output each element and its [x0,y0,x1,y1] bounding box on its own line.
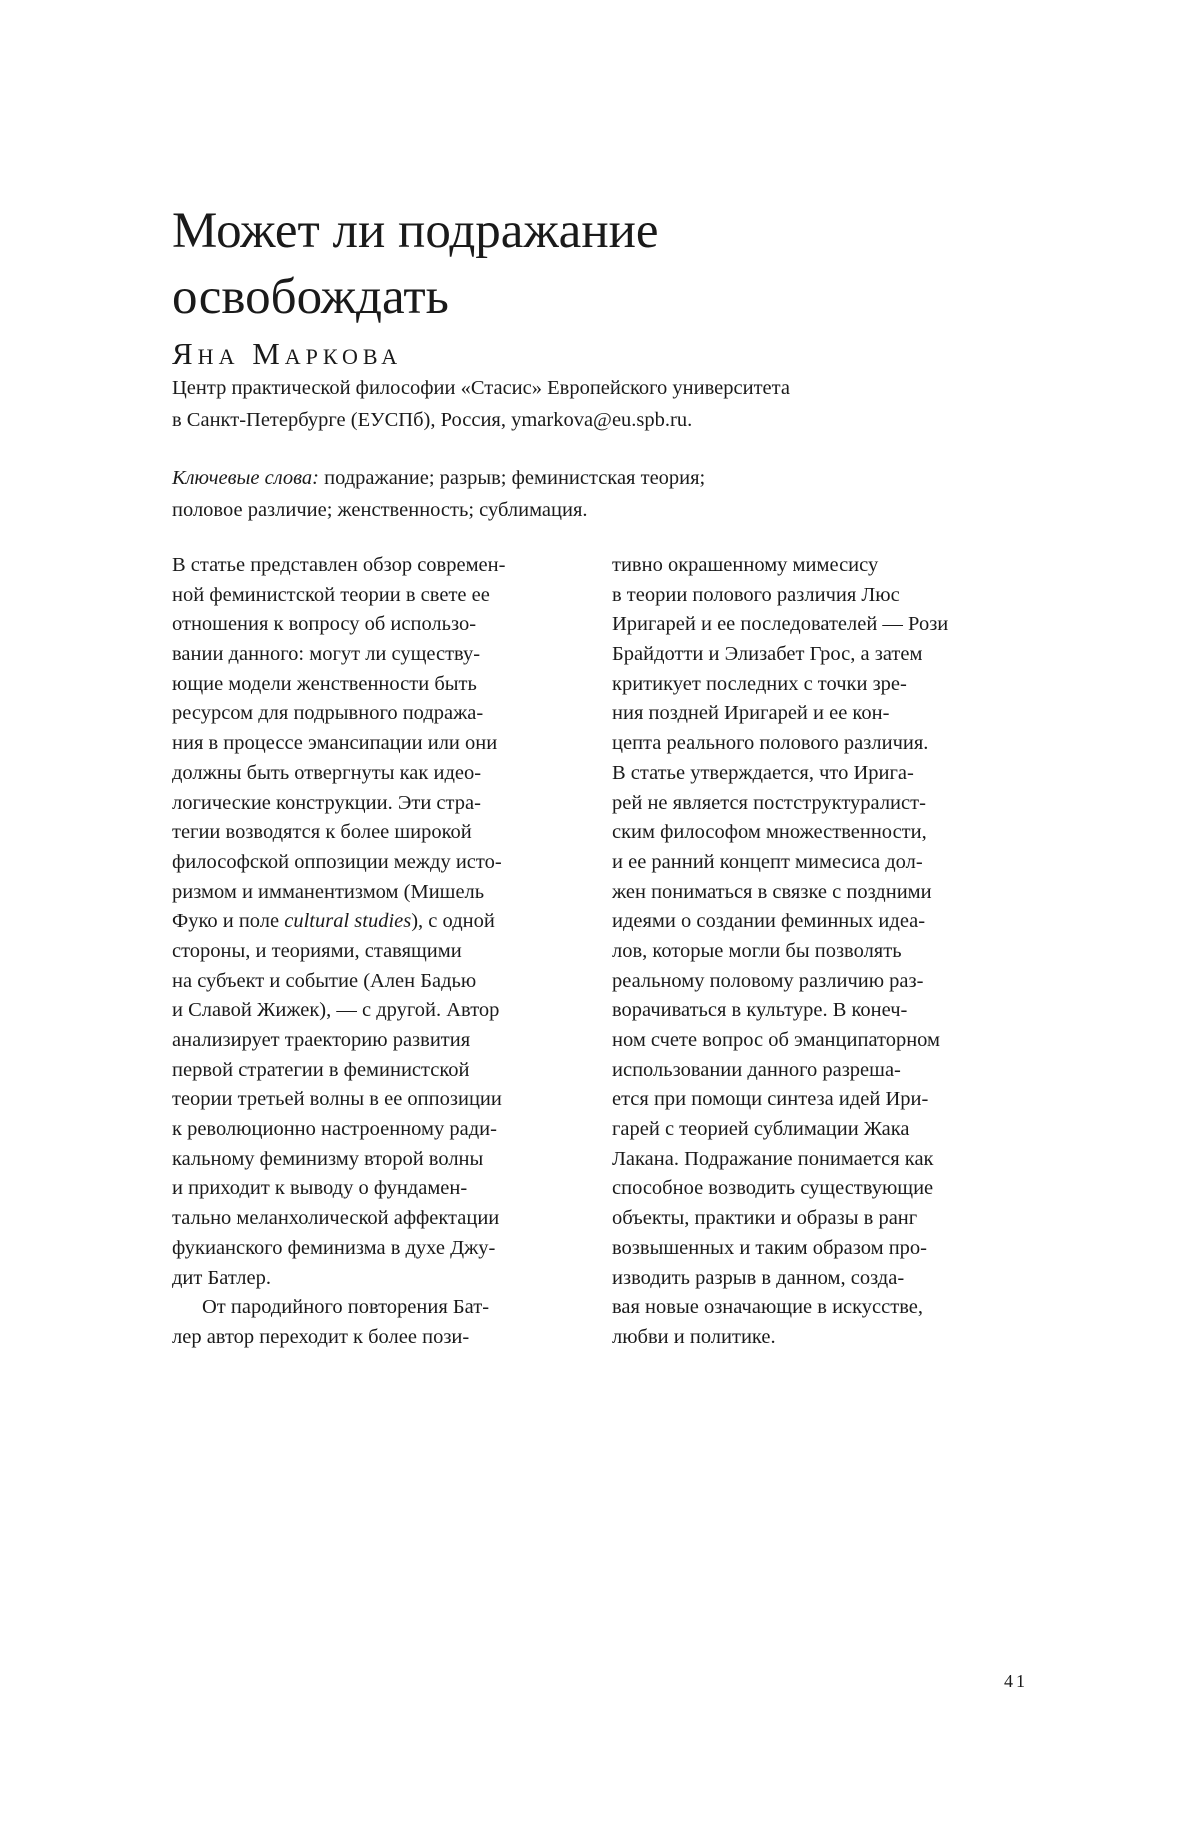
article-title [172,198,972,330]
abstract-line: первой стратегии в феминистской [172,1058,470,1081]
abstract-line: вании данного: могут ли существу- [172,643,481,666]
abstract-line: реальному половому различию раз- [612,969,924,992]
abstract-italic-term: cultural studies [284,910,412,933]
affiliation-line: в Санкт-Петербурге (ЕУСПб), Россия, ymarkova@eu.spb.ru. [172,409,693,431]
abstract-line: критикует последних с точки зре- [612,672,907,695]
abstract-line: ющие модели женственности быть [172,672,477,695]
abstract-line: и Славой Жижек), — с другой. Автор [172,999,500,1022]
abstract-right-column [612,551,1042,1353]
author-affiliation [172,372,1072,436]
abstract-line: отношения к вопросу об использо- [172,613,477,636]
abstract-line: изводить разрыв в данном, созда- [612,1266,905,1289]
abstract-line: В статье утверждается, что Ирига- [612,761,914,784]
page-number: 41 [1004,1671,1028,1691]
abstract-line: тегии возводятся к более широкой [172,821,472,844]
abstract-line: должны быть отвергнуты как идео- [172,761,482,784]
abstract-line: логические конструкции. Эти стра- [172,791,481,814]
abstract-line: тивно окрашенному мимесису [612,554,879,576]
abstract-line: любви и политике. [612,1325,776,1348]
affiliation-line: Центр практической философии «Стасис» Европейского университета [172,377,790,399]
abstract-line: Брайдотти и Элизабет Грос, а затем [612,643,923,666]
abstract-line: лов, которые могли бы позволять [612,939,902,962]
abstract-line: использовании данного разреша- [612,1058,901,1081]
abstract-line: и приходит к выводу о фундамен- [172,1177,468,1200]
abstract-line: в теории полового различия Люс [612,583,900,606]
abstract-line: дит Батлер. [172,1266,271,1289]
abstract-line: объекты, практики и образы в ранг [612,1207,918,1230]
abstract-line: ния поздней Иригарей и ее кон- [612,702,890,725]
abstract-left-column [172,551,592,1353]
abstract-line: фукианского феминизма в духе Джу- [172,1236,496,1259]
abstract-line: философской оппозиции между исто- [172,850,502,873]
keywords-text: подражание; разрыв; феминистская теория; [319,467,706,489]
abstract-line: тально меланхолической аффектации [172,1207,500,1230]
author-name: Яна Маркова [172,336,403,371]
abstract-line: кальному феминизму второй волны [172,1147,484,1170]
abstract-text-fragment: ), с одной [411,910,495,933]
abstract-line: В статье представлен обзор современ- [172,554,506,576]
keywords-line [172,462,1072,494]
abstract-line: ризмом и имманентизмом (Мишель [172,880,485,903]
keywords-line: половое различие; женственность; сублимация. [172,499,588,521]
abstract-line: анализирует траекторию развития [172,1029,471,1051]
abstract-line: ресурсом для подрывного подража- [172,702,484,725]
abstract-line: к революционно настроенному ради- [172,1118,497,1141]
abstract-line: на субъект и событие (Ален Бадью [172,969,477,992]
abstract-line: ном счете вопрос об эманципаторном [612,1029,940,1051]
abstract-line: ским философом множественности, [612,821,927,844]
abstract-line: От пародийного повторения Бат- [202,1296,490,1319]
abstract-line: Иригарей и ее последователей — Рози [612,613,949,636]
article-title-line: освобождать [172,269,449,325]
abstract-line: ется при помощи синтеза идей Ири- [612,1088,929,1111]
abstract-line: лер автор переходит к более пози- [172,1325,470,1348]
abstract-text-fragment: Фуко и поле [172,910,285,933]
article-title-line: Может ли подражание [172,203,659,259]
abstract-line: стороны, и теориями, ставящими [172,939,462,962]
abstract-line: ной феминистской теории в свете ее [172,583,490,606]
abstract-line: идеями о создании феминных идеа- [612,910,926,933]
abstract-line: вая новые означающие в искусстве, [612,1296,923,1319]
keywords [172,462,1072,526]
abstract-line: и ее ранний концепт мимесиса дол- [612,850,923,873]
abstract-line: гарей с теорией сублимации Жака [612,1118,910,1141]
keywords-label: Ключевые слова: [172,467,319,489]
abstract-line: ния в процессе эмансипации или они [172,732,498,755]
abstract-line: жен пониматься в связке с поздними [612,880,932,903]
abstract-line [172,907,592,937]
abstract-line: рей не является постструктуралист- [612,791,926,814]
abstract-line: теории третьей волны в ее оппозиции [172,1088,502,1111]
abstract-line: цепта реального полового различия. [612,732,929,755]
abstract-line: возвышенных и таким образом про- [612,1236,928,1259]
abstract-line: Лакана. Подражание понимается как [612,1147,934,1170]
abstract-line: ворачиваться в культуре. В конеч- [612,999,908,1022]
abstract-line: способное возводить существующие [612,1177,934,1200]
